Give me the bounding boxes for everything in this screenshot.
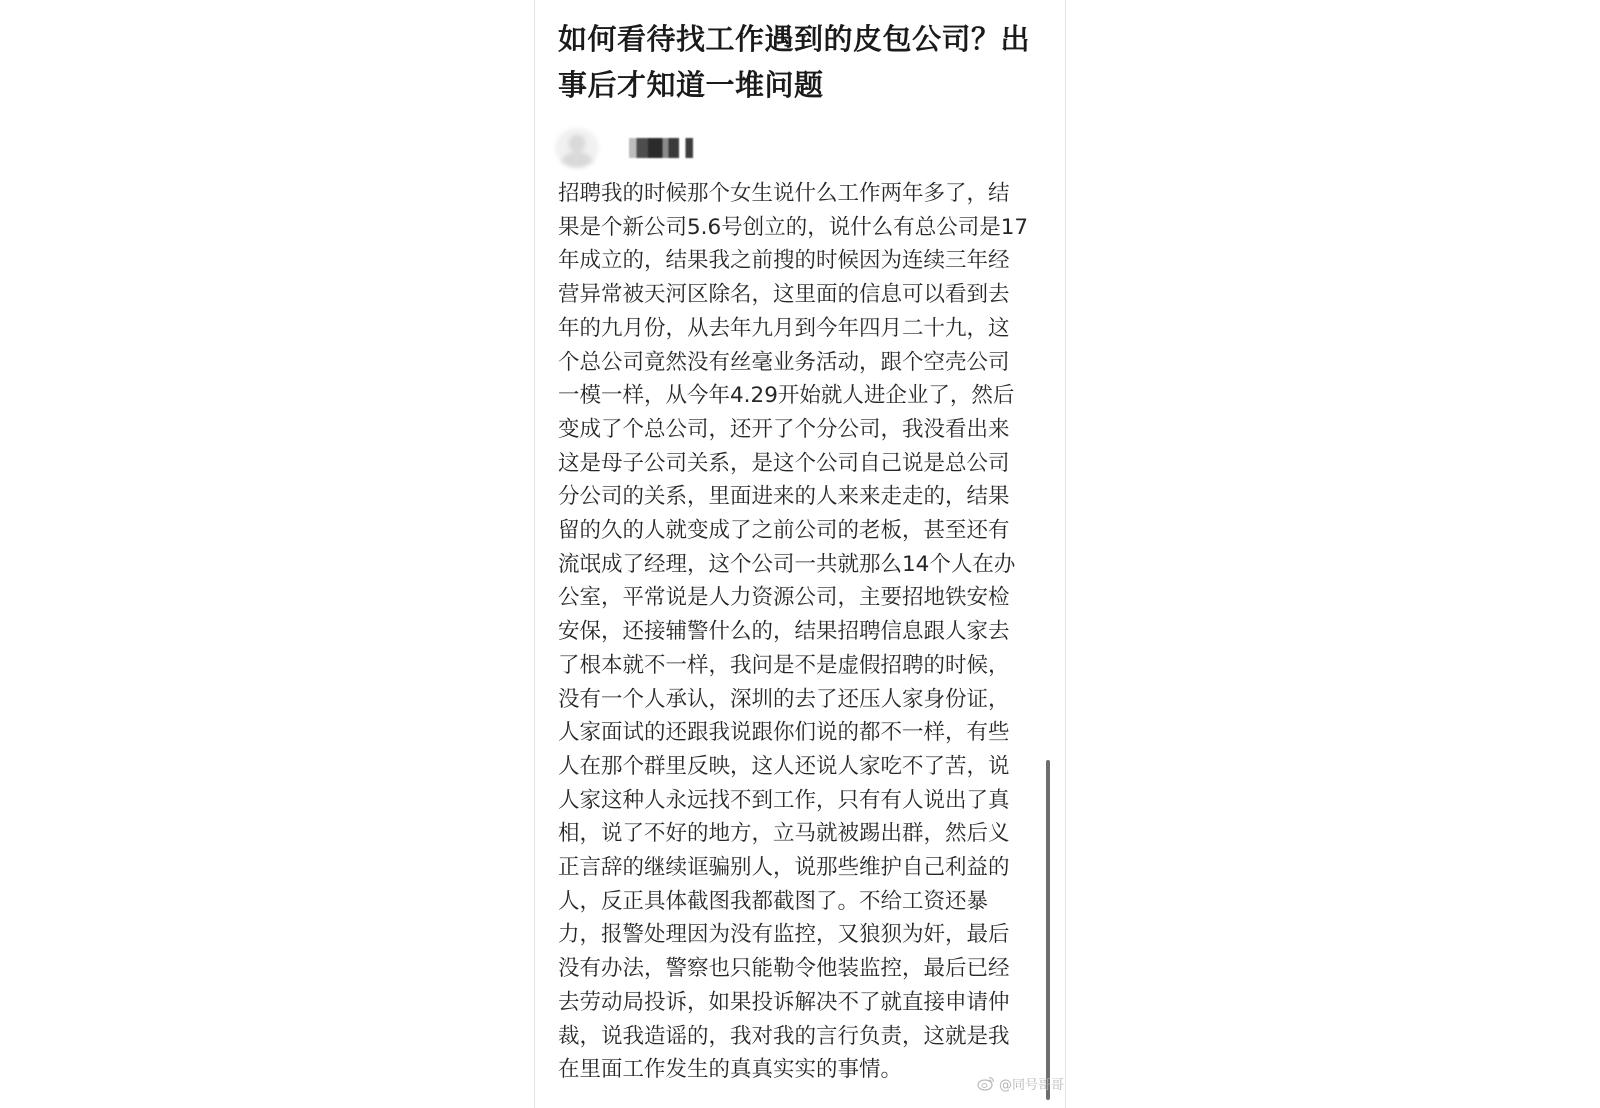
scrollbar[interactable] [1046,760,1050,1100]
author-row[interactable] [555,126,755,170]
post-title: 如何看待找工作遇到的皮包公司？出事后才知道一堆问题 [558,22,1031,102]
author-name[interactable] [629,138,693,158]
watermark [977,1071,1064,1095]
weibo-icon [977,1075,995,1091]
avatar[interactable] [555,128,599,168]
watermark-text: @同号哥哥 [999,1077,1065,1093]
post-card [534,0,1066,1108]
post-body: 招聘我的时候那个女生说什么工作两年多了，结 果是个新公司5.6号创立的，说什么有总公司是17 年成立的，结果我之前搜的时候因为连续三年经 营异常被天河区除名，这里面的信息可以看到去 年的九月份，从去年九月到今年四月二十九，这 个总公司竟然没有丝毫业务活动，跟个空壳公司 一模一样，从今年4.29开始就人进企业了，然后 变成了个总公司，还开了个分公司，我没看出来 这是母子公司关系，是这个公司自己说是总公司 分公司的关系，里面进来的人来来走走的，结果 留的久的人就变成了之前公司的老板，甚至还有 流氓成了经理，这个公司一共就那么14个人在办 公室，平常说是人力资源公司，主要招地铁安检 安保，还接辅警什么的，结果招聘信息跟人家去 了根本就不一样，我问是不是虚假招聘的时候， 没有一个人承认，深圳的去了还压人家身份证， 人家面试的还跟我说跟你们说的都不一样，有些 人在那个群里反映，这人还说人家吃不了苦，说 人家这种人永远找不到工作，只有有人说出了真 相，说了不好的地方，立马就被踢出群，然后义 正言辞的继续诓骗别人，说那些维护自己利益的 人，反正具体截图我都截图了。不给工资还暴 力，报警处理因为没有监控，又狼狈为奸，最后 没有办法，警察也只能勒令他装监控，最后已经 去劳动局投诉，如果投诉解决不了就直接申请仲 裁，说我造谣的，我对我的言行负责，这就是我 在里面工作发生的真真实实的事情。 [558,181,1029,1083]
